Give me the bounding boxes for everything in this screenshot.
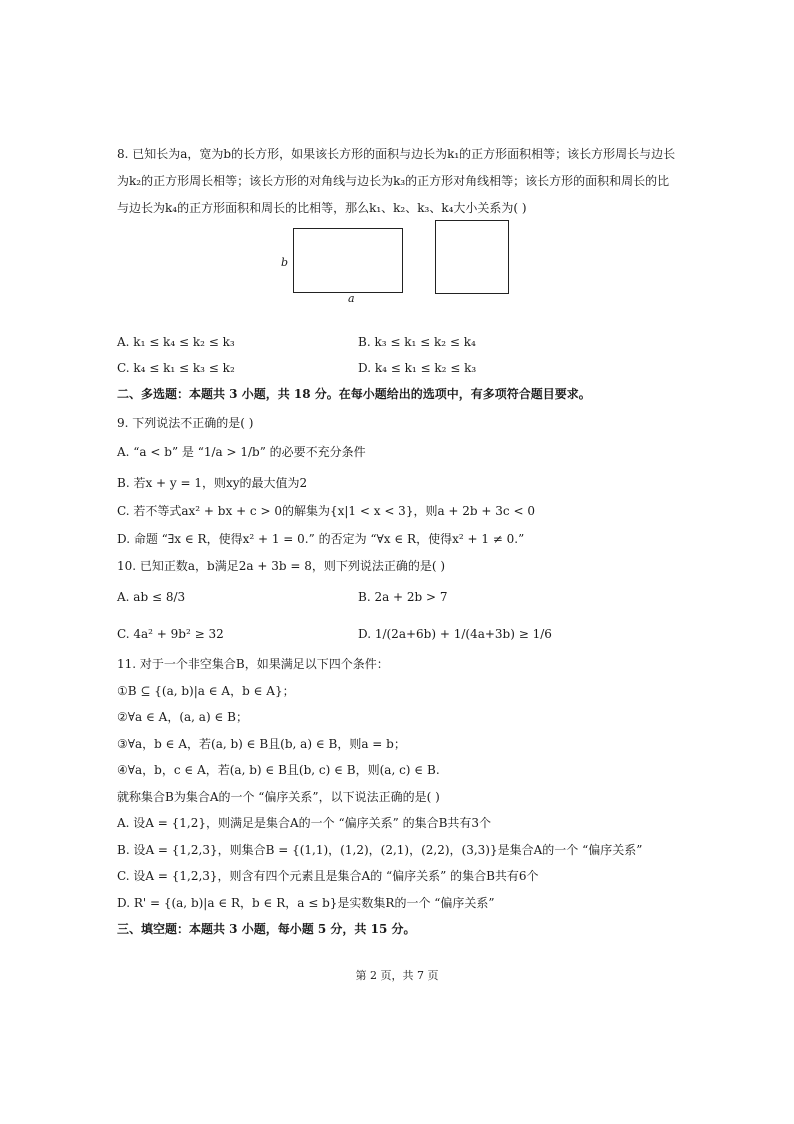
q11-condition-1: ①B ⊆ {(a, b)|a ∈ A，b ∈ A}； — [117, 684, 295, 698]
q9-option-d: D. 命题 “∃x ∈ R，使得x² + 1 = 0.” 的否定为 “∀x ∈ R，使得x² + 1 ≠ 0.” — [117, 532, 525, 546]
page-footer: 第 2 页，共 7 页 — [355, 969, 439, 982]
q8-line-1: 8. 已知长为a，宽为b的长方形，如果该长方形的面积与边长为k₁的正方形面积相等；该长方形周长与边长 — [117, 147, 676, 161]
q11-option-a: A. 设A = {1,2}，则满足是集合A的一个 “偏序关系” 的集合B共有3个 — [117, 816, 492, 830]
q8-line-3: 与边长为k₄的正方形面积和周长的比相等，那么k₁、k₂、k₃、k₄大小关系为( ) — [117, 201, 527, 215]
q10-option-c: C. 4a² + 9b² ≥ 32 — [117, 627, 224, 641]
q9-stem: 9. 下列说法不正确的是( ) — [117, 416, 254, 430]
q11-option-b: B. 设A = {1,2,3}，则集合B = {(1,1)，(1,2)，(2,1)，(2,2)，(3,3)}是集合A的一个 “偏序关系” — [117, 843, 643, 857]
q11-option-c: C. 设A = {1,2,3}，则含有四个元素且是集合A的 “偏序关系” 的集合B共有6个 — [117, 869, 539, 883]
q9-option-b: B. 若x + y = 1，则xy的最大值为2 — [117, 476, 308, 490]
q11-condition-2: ②∀a ∈ A，(a, a) ∈ B； — [117, 710, 248, 724]
q11-option-d: D. R' = {(a, b)|a ∈ R，b ∈ R，a ≤ b}是实数集R的一个 “偏序关系” — [117, 896, 495, 910]
q8-option-d: D. k₄ ≤ k₁ ≤ k₂ ≤ k₃ — [358, 361, 477, 375]
q10-option-d: D. 1/(2a+6b) + 1/(4a+3b) ≥ 1/6 — [358, 627, 552, 641]
q8-option-c: C. k₄ ≤ k₁ ≤ k₃ ≤ k₂ — [117, 361, 235, 375]
q8-option-b: B. k₃ ≤ k₁ ≤ k₂ ≤ k₄ — [358, 335, 476, 349]
q9-option-a: A. “a < b” 是 “1/a > 1/b” 的必要不充分条件 — [117, 445, 366, 459]
label-b: b — [281, 256, 289, 269]
q8-line-2: 为k₂的正方形周长相等；该长方形的对角线与边长为k₃的正方形对角线相等；该长方形的面积和周长的比 — [117, 174, 670, 188]
rectangle-shape — [293, 228, 403, 293]
square-shape — [435, 220, 509, 294]
q10-option-a: A. ab ≤ 8/3 — [117, 590, 186, 604]
q8-option-a: A. k₁ ≤ k₄ ≤ k₂ ≤ k₃ — [117, 335, 235, 349]
q11-continuation: 就称集合B为集合A的一个 “偏序关系”，以下说法正确的是( ) — [117, 790, 440, 804]
q11-condition-3: ③∀a，b ∈ A，若(a, b) ∈ B且(b, a) ∈ B，则a = b； — [117, 737, 406, 751]
q11-condition-4: ④∀a，b，c ∈ A，若(a, b) ∈ B且(b, c) ∈ B，则(a, c) ∈ B. — [117, 763, 440, 777]
q8-figure — [270, 214, 530, 314]
section-3-heading: 三、填空题：本题共 3 小题，每小题 5 分，共 15 分。 — [117, 922, 416, 936]
q9-option-c: C. 若不等式ax² + bx + c > 0的解集为{x|1 < x < 3}，则a + 2b + 3c < 0 — [117, 504, 535, 518]
q10-option-b: B. 2a + 2b > 7 — [358, 590, 448, 604]
label-a: a — [348, 292, 355, 305]
q11-stem: 11. 对于一个非空集合B，如果满足以下四个条件： — [117, 657, 389, 671]
section-2-heading: 二、多选题：本题共 3 小题，共 18 分。在每小题给出的选项中，有多项符合题目要求。 — [117, 387, 591, 401]
q10-stem: 10. 已知正数a，b满足2a + 3b = 8，则下列说法正确的是( ) — [117, 559, 446, 573]
